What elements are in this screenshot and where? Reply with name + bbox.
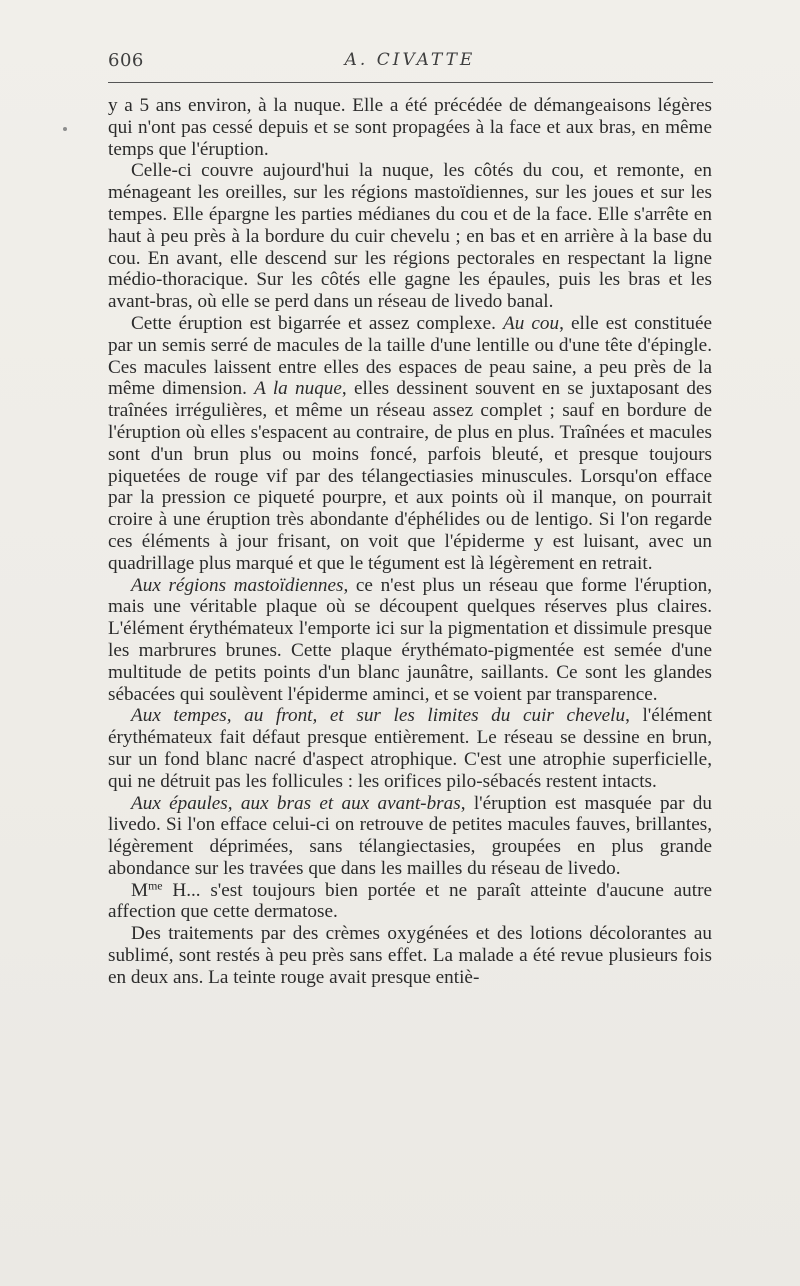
paragraph-4 <box>108 575 712 706</box>
paragraph-3-emphasis-nuque: A la nuque <box>254 378 342 400</box>
paragraph-8: Des traitements par des crèmes oxygénées et des lotions décolorantes au sublimé, sont restés à peu près sans effet. La malade a été revue plusieurs fois en deux ans. La teinte rouge avait presque entiè- <box>108 923 712 988</box>
paragraph-7 <box>108 880 712 924</box>
paragraph-6-emphasis: Aux épaules, aux bras et aux avant-bras <box>131 792 461 814</box>
paragraph-2: Celle-ci couvre aujourd'hui la nuque, les côtés du cou, et remonte, en ménageant les oreilles, sur les régions mastoïdiennes, sur les joues et sur les tempes. Elle épargne les parties médianes du cou et de la face. Elle s'arrête en haut à peu près à la bordure du cuir chevelu ; en bas et en arrière à la base du cou. En avant, elle descend sur les régions pectorales en respectant la ligne médio-thoracique. Sur les côtés elle gagne les épaules, puis les bras et les avant-bras, où elle se perd dans un réseau de livedo banal. <box>108 160 712 313</box>
paragraph-5 <box>108 705 712 792</box>
paragraph-4-text: , ce n'est plus un réseau que forme l'éruption, mais une véritable plaque où se découpent quelques réserves plus claires. L'élément érythémateux l'emporte ici sur la pigmentation et dissimule presque les marbrures brunes. Cette plaque érythémato-pigmentée est semée d'une multitude de petits points d'un blanc jaunâtre, saillants. Ce sont les glandes sébacées qui soulèvent l'épiderme aminci, et se voient par transparence. <box>108 574 712 705</box>
paragraph-6 <box>108 793 712 880</box>
paragraph-3 <box>108 313 712 575</box>
paragraph-1: y a 5 ans environ, à la nuque. Elle a été précédée de démangeaisons légères qui n'ont pas cessé depuis et se sont propagées à la face et aux bras, en même temps que l'éruption. <box>108 95 712 160</box>
header-rule <box>108 82 713 83</box>
paragraph-3-lead: Cette éruption est bigarrée et assez complexe. <box>131 312 503 334</box>
paragraph-5-text: , l'élément érythémateux fait défaut presque entièrement. Le réseau se dessine en brun, sur un fond blanc nacré d'aspect atrophique. C'est une atrophie superficielle, qui ne détruit pas les follicules : les orifices pilo-sébacés restent intacts. <box>108 705 712 792</box>
page-number: 606 <box>108 50 144 71</box>
paragraph-7-abbr: M <box>131 879 149 901</box>
paragraph-3-middle: , elle est constituée par un semis serré de macules de la taille d'une lentille ou d'une tête d'épingle. Ces macules laissent entre elles des espaces de peau saine, a peu près de la même dimension. <box>108 312 712 400</box>
paragraph-7-text: H... s'est toujours bien portée et ne paraît atteinte d'aucune autre affection que cette dermatose. <box>108 879 712 923</box>
paragraph-7-abbr-sup: me <box>148 878 163 893</box>
running-head: A. CIVATTE <box>344 50 476 70</box>
paragraph-5-emphasis: Aux tempes, au front, et sur les limites du cuir chevelu <box>131 705 626 727</box>
paragraph-3-emphasis-cou: Au cou <box>502 312 560 334</box>
paragraph-6-text: , l'éruption est masquée par du livedo. Si l'on efface celui-ci on retrouve de petites macules fauves, brillantes, légèrement déprimées, sans télangiectasies, groupées en plus grande abondance sur les travées que dans les mailles du réseau de livedo. <box>108 792 712 879</box>
body-text <box>108 95 712 989</box>
margin-dot <box>63 127 67 131</box>
paragraph-3-tail: , elles dessinent souvent en se juxtaposant des traînées irrégulières, et même un réseau assez complet ; sauf en bordure de l'éruption où elles s'espacent au contraire, de plus en plus. Traînées et macules sont d'un brun plus ou moins foncé, parfois bleuté, et presque toujours piquetées de rouge vif par des télangectiasies minuscules. Lorsqu'on efface par la pression ce piqueté pourpre, et aux points où il manque, on pourrait croire à une éruption très abondante d'éphélides ou de lentigo. Si l'on regarde ces éléments à jour frisant, on voit que l'épiderme y est luisant, avec un quadrillage plus marqué et que le tégument est là légèrement en retrait. <box>108 378 712 574</box>
page-header <box>108 44 712 76</box>
paragraph-4-emphasis: Aux régions mastoïdiennes <box>131 574 344 596</box>
